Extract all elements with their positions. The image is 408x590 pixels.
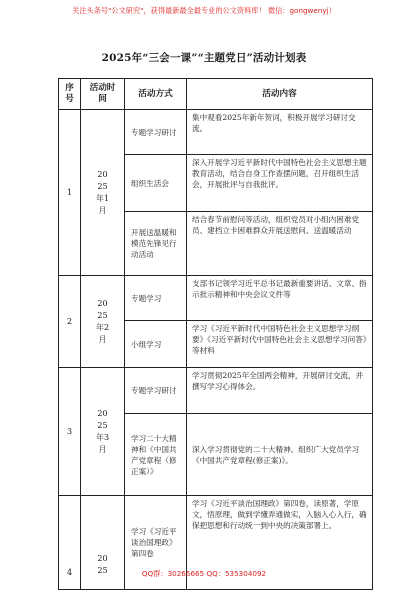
activity-plan-table [58,78,373,590]
form-cell: 学习《习近平谈治国理政》第四卷 [125,496,187,590]
header-content: 活动内容 [187,79,373,110]
form-cell: 专题学习 [125,276,187,321]
form-cell: 开展送温暖和模范先锋见行动活动 [125,212,187,276]
time-cell: 2025 [81,496,125,590]
form-cell: 学习二十大精神和《中国共产党章程（修正案）》 [125,414,187,496]
form-cell: 小组学习 [125,321,187,368]
content-cell: 学习《习近平谈治国理政》第四卷，读原著，学原文，悟原理，做到学懂弄通做实，入脑入心入行，确保把思想和行动统一到中央的决策部署上。 [187,496,373,590]
form-cell: 组织生活会 [125,155,187,212]
content-cell: 结合春节前慰问等活动，组织党员对小组内困难党员、建档立卡困难群众开展送慰问、送温暖活动 [187,212,373,276]
document-title: 2025年“三会一课”“主题党日”活动计划表 [101,52,307,64]
content-cell: 集中观看2025年新年贺词，积极开展学习研讨交流。 [187,110,373,155]
table-row [59,276,373,321]
time-cell: 2025年3月 [81,368,125,496]
content-cell: 学习《习近平新时代中国特色社会主义思想学习纲要》《习近平新时代中国特色社会主义思想学习问答》等材料 [187,321,373,368]
header-time: 活动时间 [81,79,125,110]
table-header-row [59,79,373,110]
content-cell: 学习贯彻2025年全国两会精神，开展研讨交流，并撰写学习心得体会。 [187,368,373,414]
time-cell: 2025年1月 [81,110,125,276]
seq-cell: 4 [59,496,81,590]
form-cell: 专题学习研讨 [125,368,187,414]
header-seq: 序号 [59,79,81,110]
seq-cell: 2 [59,276,81,368]
header-note: 关注头条号"公文研究"，获得最新最全最专业的公文资料库！ 微信：gongwenyj） [72,6,336,15]
content-cell: 深入学习贯彻党的二十大精神。组织广大党员学习《中国共产党章程(修正案)》。 [187,414,373,496]
form-cell: 专题学习研讨 [125,110,187,155]
table-row [59,110,373,155]
seq-cell: 1 [59,110,81,276]
table-row [59,368,373,414]
time-cell: 2025年2月 [81,276,125,368]
header-form: 活动方式 [125,79,187,110]
seq-cell: 3 [59,368,81,496]
content-cell: 深入开展学习近平新时代中国特色社会主义思想主题教育活动，结合自身工作查摆问题，召开组织生活会，开展批评与自我批评。 [187,155,373,212]
content-cell: 支部书记领学习近平总书记最新重要讲话、文章、指示批示精神和中央会议文件等 [187,276,373,321]
footer-note: QQ群：30265665 QQ：535304092 [141,569,267,578]
